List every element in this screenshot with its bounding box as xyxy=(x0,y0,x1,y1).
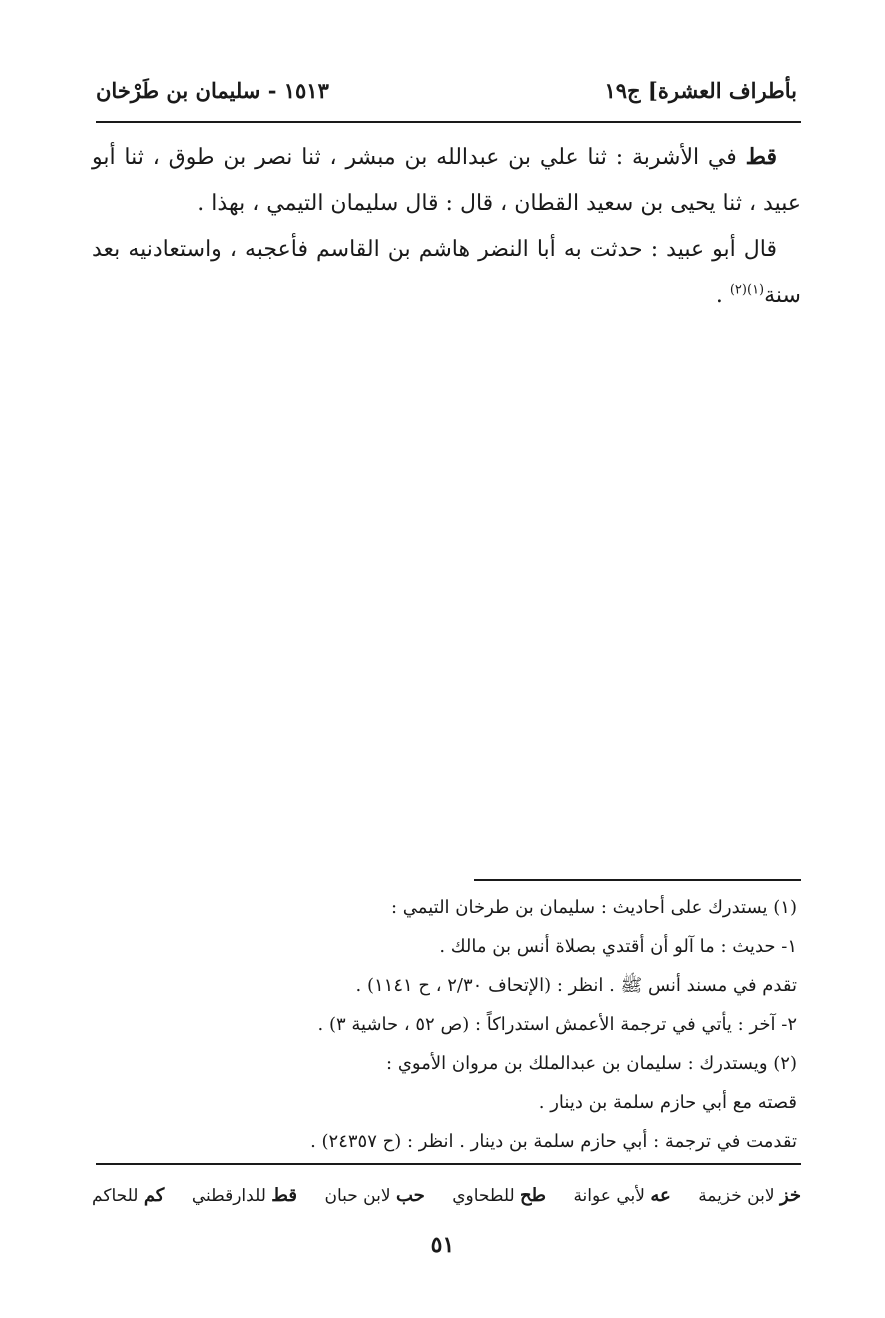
abbreviation-name: لأبي عوانة xyxy=(573,1185,645,1206)
abbreviation-item xyxy=(452,1185,546,1206)
footnote-line: تقدم في مسند أنس ﷺ . انظر : (الإتحاف ٢/٣٠ ، ح ١١٤١) . xyxy=(355,975,797,996)
abbreviation-code: كم xyxy=(143,1184,165,1206)
abbreviation-name: لابن حبان xyxy=(324,1185,391,1206)
abbreviations-key xyxy=(92,1178,801,1212)
footnote-line: (١) يستدرك على أحاديث : سليمان بن طرخان التيمي : xyxy=(391,897,797,918)
abbreviation-item xyxy=(92,1185,164,1206)
abbreviation-item xyxy=(573,1185,670,1206)
header-entry-title: ١٥١٣ - سليمان بن طَرْخان xyxy=(96,77,329,103)
footnote-reference: (١)(٢) xyxy=(729,282,765,298)
footnotes xyxy=(96,888,797,1161)
abbreviation-item xyxy=(324,1185,424,1206)
page-number: ٥١ xyxy=(430,1232,455,1258)
abbreviation-code: حب xyxy=(395,1184,425,1206)
abbreviation-code: طح xyxy=(520,1184,546,1206)
abbreviation-name: للطحاوي xyxy=(452,1185,515,1206)
footnote-line: قصته مع أبي حازم سلمة بن دينار . xyxy=(538,1092,797,1113)
header-book-title: بأطراف العشرة] ج١٩ xyxy=(604,77,797,103)
abbreviations-divider xyxy=(96,1163,801,1165)
abbreviation-code: قط xyxy=(271,1184,297,1206)
source-code: قط xyxy=(745,144,778,170)
footnote-line: تقدمت في ترجمة : أبي حازم سلمة بن دينار . انظر : (ح ٢٤٣٥٧) . xyxy=(310,1131,797,1152)
main-text xyxy=(92,134,801,319)
footnote-line: ٢- آخر : يأتي في ترجمة الأعمش استدراكاً : (ص ٥٢ ، حاشية ٣) . xyxy=(317,1014,797,1035)
abbreviation-code: خز xyxy=(779,1184,801,1206)
paragraph-2-text: قال أبو عبيد : حدثت به أبا النضر هاشم بن القاسم فأعجبه ، واستعادنيه بعد سنة xyxy=(92,237,801,308)
paragraph-2-end: . xyxy=(715,283,730,308)
abbreviation-name: للحاكم xyxy=(92,1185,139,1206)
running-header xyxy=(96,72,797,108)
footnote-line: (٢) ويستدرك : سليمان بن عبدالملك بن مروان الأموي : xyxy=(386,1053,797,1074)
paragraph-1-text: في الأشربة : ثنا علي بن عبدالله بن مبشر ، ثنا نصر بن طوق ، ثنا أبو عبيد ، ثنا يحيى بن سعيد القطان ، قال : قال سليمان التيمي ، بهذا . xyxy=(92,145,801,216)
paragraph-2 xyxy=(92,227,801,319)
abbreviation-item xyxy=(698,1185,801,1206)
footnote-line: ١- حديث : ما آلو أن أقتدي بصلاة أنس بن مالك . xyxy=(439,936,797,957)
abbreviation-name: للدارقطني xyxy=(191,1185,266,1206)
abbreviation-name: لابن خزيمة xyxy=(698,1185,775,1206)
abbreviation-item xyxy=(192,1185,297,1206)
abbreviation-code: عه xyxy=(650,1184,671,1206)
header-divider xyxy=(96,121,801,123)
paragraph-1 xyxy=(92,134,801,227)
footnote-divider xyxy=(474,879,801,881)
